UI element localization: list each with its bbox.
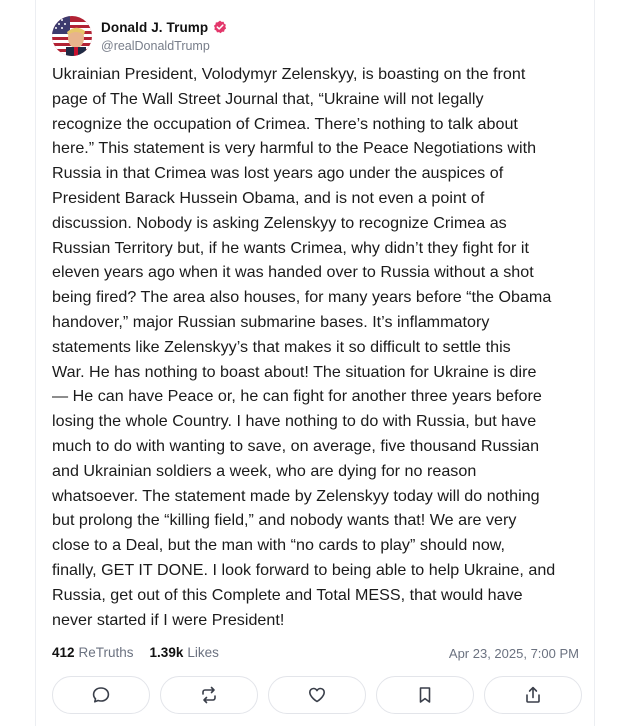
display-name[interactable]: Donald J. Trump (101, 19, 209, 35)
user-handle[interactable]: @realDonaldTrump (101, 38, 210, 53)
retruths-count[interactable]: 412 (52, 645, 75, 660)
avatar-flag-portrait-icon (52, 16, 92, 56)
bookmark-button[interactable] (376, 676, 474, 714)
post-card (35, 0, 595, 726)
repost-icon (199, 685, 219, 705)
author-names (101, 20, 227, 53)
post-header (52, 15, 227, 57)
comment-icon (91, 685, 111, 705)
retruth-button[interactable] (160, 676, 258, 714)
like-button[interactable] (268, 676, 366, 714)
display-name-row (101, 20, 227, 35)
post-body-text: Ukrainian President, Volodymyr Zelenskyy, is boasting on the front page of The Wall Street Journal that, “Ukraine will not legally recognize the occupation of Crimea. There’s nothing to talk about here.” This statement is very harmful to the Peace Negotiations with Russia in that Crimea was lost years ago under the auspices of President Barack Hussein Obama, and is not even a point of discussion. Nobody is asking Zelenskyy to recognize Crimea as Russian Territory but, if he wants Crimea, why didn’t they fight for it eleven years ago when it was handed over to Russia without a shot being fired? The area also houses, for many years before “the Obama handover,” major Russian submarine bases. It’s inflammatory statements like Zelenskyy’s that makes it so difficult to settle this War. He has nothing to boast about! The situation for Ukraine is dire — He can have Peace or, he can fight for another three years before losing the whole Country. I have nothing to do with Russia, but have much to do with wanting to save, on average, five thousand Russian and Ukrainian soldiers a week, who are dying for no reason whatsoever. The statement made by Zelenskyy today will do nothing but prolong the “killing field,” and nobody wants that! We are very close to a Deal, but the man with “no cards to play” should now, finally, GET IT DONE. I look forward to being able to help Ukraine, and Russia, get out of this Complete and Total MESS, that would have never started if I were President! (52, 65, 556, 629)
heart-icon (307, 685, 327, 705)
post-timestamp[interactable]: Apr 23, 2025, 7:00 PM (448, 646, 579, 661)
retruths-label[interactable]: ReTruths (78, 645, 134, 660)
verified-badge-icon (213, 20, 227, 34)
likes-count[interactable]: 1.39k (149, 645, 184, 660)
post-action-bar (52, 676, 582, 716)
post-stats (52, 645, 219, 660)
bookmark-icon (415, 685, 435, 705)
avatar[interactable] (52, 16, 92, 56)
likes-label[interactable]: Likes (187, 645, 219, 660)
share-button[interactable] (484, 676, 582, 714)
reply-button[interactable] (52, 676, 150, 714)
share-icon (523, 685, 543, 705)
